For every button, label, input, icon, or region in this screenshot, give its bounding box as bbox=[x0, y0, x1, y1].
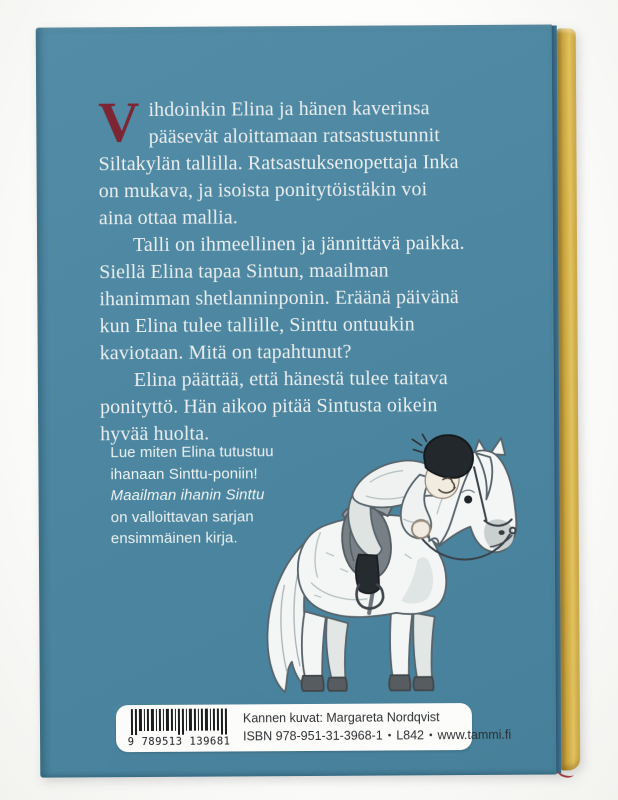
barcode-panel bbox=[116, 703, 512, 752]
promo-text bbox=[110, 441, 274, 549]
promo-line-5: ensimmäinen kirja. bbox=[110, 529, 238, 548]
yellow-page-edges bbox=[557, 28, 581, 770]
isbn-number: ISBN 978-951-31-3968-1 bbox=[243, 728, 383, 743]
book-back-cover-photo bbox=[36, 24, 581, 777]
barcode-lead-digit: 9 bbox=[127, 736, 135, 749]
blurb-text bbox=[98, 91, 520, 449]
barcode-bars bbox=[131, 709, 227, 737]
publisher-website: www.tammi.fi bbox=[437, 727, 512, 742]
pony-legs bbox=[301, 609, 435, 691]
blurb-paragraph-1 bbox=[98, 91, 519, 233]
barcode bbox=[128, 708, 230, 748]
separator-dot: • bbox=[387, 729, 392, 742]
promo-line-1: Lue miten Elina tutustuu bbox=[110, 443, 274, 462]
barcode-group-1: 789513 bbox=[141, 735, 183, 749]
blurb-paragraph-3: Elina päättää, että hänestä tulee taitava ponityttö. Hän aikoo pitää Sintusta oikein hyvää huolta. bbox=[99, 367, 448, 446]
drop-cap: V bbox=[98, 91, 140, 155]
barcode-group-2: 139681 bbox=[189, 735, 231, 748]
isbn-line bbox=[243, 725, 511, 747]
barcode-digits bbox=[128, 735, 231, 748]
promo-line-2: ihanaan Sinttu-poniin! bbox=[110, 464, 258, 483]
publisher-info bbox=[243, 707, 511, 747]
blurb-paragraph-1-text: ihdoinkin Elina ja hänen kaverinsa pääsevät aloittamaan ratsastustunnit Siltakylän tallilla. Ratsastuksenopettaja Inka on mukava, ja isoista ponitytöistäkin voi aina ottaa mallia. bbox=[98, 97, 459, 230]
nostril bbox=[499, 530, 505, 535]
cover-credit: Kannen kuvat: Margareta Nordqvist bbox=[242, 709, 440, 725]
back-cover bbox=[36, 25, 557, 778]
pony-and-rider-illustration bbox=[253, 433, 527, 699]
promo-line-4: on valloittavan sarjan bbox=[110, 507, 254, 526]
separator-dot: • bbox=[429, 729, 433, 741]
book-title-italic: Maailman ihanin Sinttu bbox=[110, 486, 265, 505]
product-code: L842 bbox=[396, 727, 425, 742]
blurb-paragraph-2: Talli on ihmeellinen ja jännittävä paikka. Siellä Elina tapaa Sintun, maailman ihanimman shetlanninponin. Eräänä päivänä kun Elina tulee tallille, Sinttu ontuukin kaviotaan. Mitä on tapahtunut? bbox=[99, 232, 465, 365]
riding-helmet bbox=[424, 435, 473, 478]
pony-eye bbox=[464, 495, 472, 503]
riding-boot bbox=[356, 554, 379, 593]
